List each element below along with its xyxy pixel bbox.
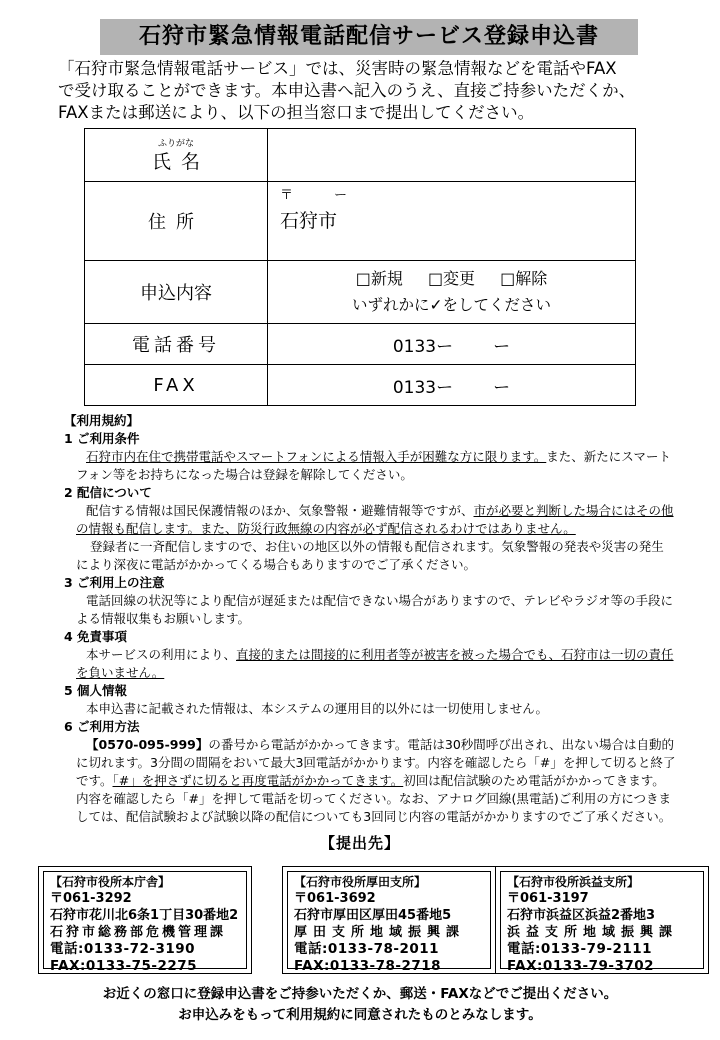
footer-note [0, 984, 720, 1026]
terms-section-2-text-2: 登録者に一斉配信しますので、お住いの地区以外の情報も配信されます。気象警報の発表や災害の発生により深夜に電話がかかってくる場合もありますのでご了承ください。 [76, 539, 664, 572]
terms-section-2-underline: 市が必要と判断した場合にはその他の情報も配信します。また、防災行政無線の内容が必ず配信されるわけではありません。 [76, 503, 674, 536]
postal-mark: 〒 [280, 188, 294, 203]
terms-section-3-text: 電話回線の状況等により配信が遅延または配信できない場合がありますので、テレビやラジオ等の手段による情報収集もお願いします。 [76, 593, 674, 626]
type-instruction: いずれかに✓をしてください [352, 296, 551, 314]
phone-prefix: 0133ー [392, 336, 454, 357]
office-hamamasu-fax: FAX:0133-79-3702 [507, 958, 655, 974]
option-cancel-checkbox[interactable]: □解除 [500, 269, 548, 288]
terms-section-1-rest: また、新たにスマートフォン等をお持ちになった場合は登録を解除してください。 [76, 449, 672, 482]
office-main-department: 石狩市総務部危機管理課 [50, 925, 227, 940]
terms-section-3-heading: 3 ご利用上の注意 [64, 575, 165, 590]
terms-section-5-heading: 5 個人情報 [64, 683, 128, 698]
office-main-address: 石狩市花川北6条1丁目30番地2 [50, 908, 239, 923]
office-hamamasu [495, 866, 709, 974]
terms-section-2-text [64, 502, 676, 538]
office-atsuta-zip: 〒061-3692 [294, 891, 376, 906]
terms-section-6-underline: 「#」を押さずに切ると再度電話がかかってきます。 [112, 773, 404, 788]
office-hamamasu-name: 【石狩市役所浜益支所】 [507, 875, 640, 889]
office-hamamasu-zip: 〒061-3197 [507, 891, 589, 906]
intro-text [58, 58, 678, 124]
intro-line-1: 「石狩市緊急情報電話サービス」では、災害時の緊急情報などを電話やFAX [58, 59, 617, 78]
terms-section-6-heading: 6 ご利用方法 [64, 719, 140, 734]
application-type-label: 申込内容 [85, 261, 268, 324]
footer-line-2: お申込みをもって利用規約に同意されたものとみなします。 [178, 1007, 542, 1023]
phone-dash: ー [493, 336, 511, 357]
terms-section-6-a: の番号から電話がかかってきます。電話は30秒間呼び出され、出ない場合は自動的に切れます。3分間の間隔をおいて最大3回電話がかかります。内容を確認したら「#」を押して切ると終了です。 [76, 737, 676, 788]
office-atsuta-fax: FAX:0133-78-2718 [294, 958, 442, 974]
terms-section-1-text [64, 448, 676, 484]
office-atsuta-name: 【石狩市役所厚田支所】 [294, 875, 427, 889]
terms-section-4-heading: 4 免責事項 [64, 629, 128, 644]
option-new-checkbox[interactable]: □新規 [355, 269, 403, 288]
application-type-options [268, 261, 636, 324]
office-main-fax: FAX:0133-75-2275 [50, 958, 198, 974]
address-label: 住所 [85, 182, 268, 261]
city-name: 石狩市 [280, 210, 338, 232]
furigana-label: ふりがな [157, 139, 194, 149]
office-hamamasu-tel: 電話:0133-79-2111 [507, 941, 653, 957]
phone-label: 電話番号 [85, 324, 268, 365]
office-main-zip: 〒061-3292 [50, 891, 132, 906]
terms-section-6-text [64, 736, 676, 826]
fax-field[interactable] [268, 365, 636, 406]
terms-section-6-b: 初回は配信試験のため電話がかかってきます。内容を確認したら「#」を押して電話を切ってください。なお、アナログ回線(黒電話)ご利用の方につきましては、配信試験および試験以降の配信についても3回同じ内容の電話がかかりますのでご了承ください。 [76, 773, 672, 824]
service-phone-number: 【0570-095-999】 [86, 737, 209, 752]
footer-line-1: お近くの窓口に登録申込書をご持参いただくか、郵送・FAXなどでご提出ください。 [102, 986, 618, 1002]
submission-heading: 【提出先】 [319, 834, 400, 852]
office-hamamasu-department: 浜益支所地域振興課 [507, 925, 679, 940]
terms-section-2-heading: 2 配信について [64, 485, 152, 500]
office-atsuta-address: 石狩市厚田区厚田45番地5 [294, 908, 452, 923]
office-atsuta-department: 厚田支所地域振興課 [294, 925, 466, 940]
terms-section-1-heading: 1 ご利用条件 [64, 431, 140, 446]
phone-field[interactable] [268, 324, 636, 365]
terms-section-4-text [64, 646, 676, 682]
fax-prefix: 0133ー [392, 377, 454, 398]
name-field[interactable] [268, 129, 636, 182]
terms-section-2-a: 配信する情報は国民保護情報のほか、気象警報・避難情報等ですが、 [86, 503, 474, 518]
postal-dash: ー [334, 188, 348, 203]
office-main-name: 【石狩市役所本庁舎】 [50, 875, 171, 889]
terms-of-use [64, 412, 676, 826]
office-atsuta-tel: 電話:0133-78-2011 [294, 941, 440, 957]
intro-line-2: で受け取ることができます。本申込書へ記入のうえ、直接ご持参いただくか、 [58, 81, 636, 100]
application-form-table [84, 128, 636, 406]
address-field[interactable] [268, 182, 636, 261]
name-label-cell [85, 129, 268, 182]
office-main [38, 866, 252, 974]
terms-section-4-underline: 直接的または間接的に利用者等が被害を被った場合でも、石狩市は一切の責任を負いません。 [76, 647, 674, 680]
terms-heading: 【利用規約】 [64, 413, 140, 428]
page-title: 石狩市緊急情報電話配信サービス登録申込書 [100, 19, 638, 55]
office-main-tel: 電話:0133-72-3190 [50, 941, 196, 957]
terms-section-4-a: 本サービスの利用により、 [86, 647, 237, 662]
terms-section-1-underline: 石狩市内在住で携帯電話やスマートフォンによる情報入手が困難な方に限ります。 [86, 449, 547, 464]
terms-section-5-text: 本申込書に記載された情報は、本システムの運用目的以外には一切使用しません。 [86, 701, 549, 716]
name-label: 氏名 [151, 151, 210, 173]
office-hamamasu-address: 石狩市浜益区浜益2番地3 [507, 908, 656, 923]
intro-line-3: FAXまたは郵送により、以下の担当窓口まで提出してください。 [58, 103, 535, 122]
fax-dash: ー [493, 377, 511, 398]
option-change-checkbox[interactable]: □変更 [427, 269, 476, 288]
fax-label: FAX [85, 365, 268, 406]
office-atsuta [282, 866, 496, 974]
